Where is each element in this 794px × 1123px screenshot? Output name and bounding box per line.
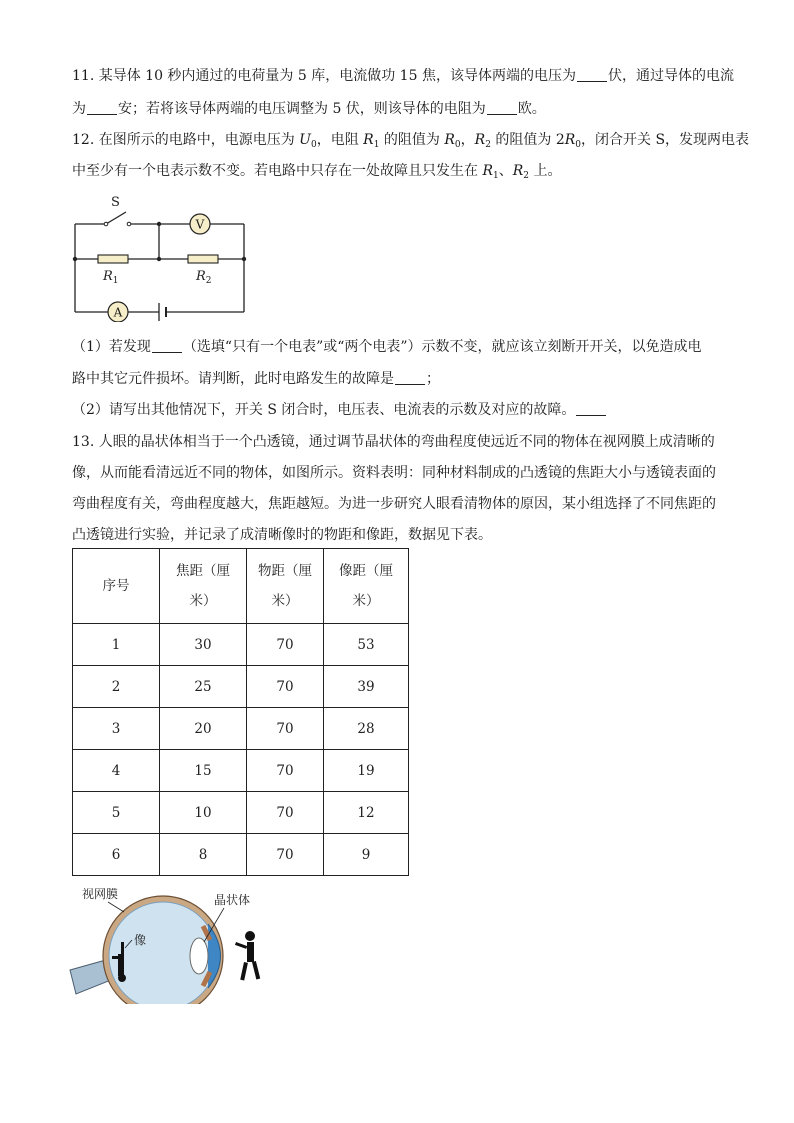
q13-line-3: 弯曲程度有关，弯曲程度越大，焦距越短。为进一步研究人眼看清物体的原因，某小组选择了不同焦距的	[72, 496, 716, 512]
q11-text-2b: 安；若将该导体两端的电压调整为 5 伏，则该导体的电阻为	[118, 101, 486, 117]
table-cell: 9	[324, 834, 409, 876]
r2-label: $R_2$	[196, 269, 212, 286]
table-cell: 70	[247, 624, 324, 666]
table-row	[73, 666, 409, 708]
lens-icon	[190, 938, 208, 974]
q12-text-1f: ，闭合开关 S，发现两电表	[581, 132, 750, 148]
q11-line-1	[72, 66, 734, 86]
lens-label: 晶状体	[214, 893, 251, 907]
table-row	[73, 834, 409, 876]
table-cell: 39	[324, 666, 409, 708]
table-cell: 28	[324, 708, 409, 750]
q13-line-2: 像，从而能看清远近不同的物体，如图所示。资料表明：同种材料制成的凸透镜的焦距大小与透镜表面的	[72, 465, 716, 481]
q13-line-1: 13. 人眼的晶状体相当于一个凸透镜，通过调节晶状体的弯曲程度使远近不同的物体在视网膜上成清晰的	[72, 434, 715, 450]
table-cell: 12	[324, 792, 409, 834]
header-image-distance: 像距（厘 米）	[324, 549, 409, 624]
q12-sub: 0	[575, 140, 582, 150]
person-figure	[235, 931, 260, 980]
table-cell: 15	[160, 750, 247, 792]
q12-part1-text-c: 路中其它元件损坏。请判断，此时电路发生的故障是	[72, 371, 394, 387]
table-cell: 10	[160, 792, 247, 834]
table-cell: 1	[73, 624, 160, 666]
q12-separator: 、	[498, 163, 513, 179]
switch-contact	[104, 222, 108, 226]
table-cell: 70	[247, 666, 324, 708]
q12-text-1c: 的阻值为	[379, 132, 445, 148]
q12-part1-text-b: （选填“只有一个电表”或“两个电表”）示数不变，就应该立刻断开开关，以免造成电	[182, 339, 702, 355]
table-row	[73, 792, 409, 834]
q12-blank-other[interactable]	[576, 401, 606, 416]
q11-line-2	[72, 99, 722, 119]
q12-blank-fault[interactable]	[395, 370, 425, 385]
q12-sub: 1	[493, 171, 499, 181]
q11-blank-resistance[interactable]	[487, 100, 517, 115]
header-object-distance: 物距（厘 米）	[247, 549, 324, 624]
q12-sub: 1	[373, 140, 380, 150]
q11-blank-current[interactable]	[87, 100, 117, 115]
q12-sub: 2	[523, 171, 530, 181]
q12-part1-line-1	[72, 337, 722, 357]
junction-dot	[242, 257, 246, 261]
q12-text-1b: ，电阻	[316, 132, 364, 148]
eye-diagram	[68, 884, 298, 1004]
table-row	[73, 750, 409, 792]
table-cell: 19	[324, 750, 409, 792]
q12-text-1e: 的阻值为 2	[490, 132, 565, 148]
table-row	[73, 708, 409, 750]
q12-symbol-r2b: R	[512, 163, 524, 179]
table-row	[73, 624, 409, 666]
table-cell: 3	[73, 708, 160, 750]
q12-part2-line	[72, 400, 722, 420]
q12-symbol-u: U	[299, 132, 311, 148]
q12-symbol-r1: R	[363, 132, 374, 148]
q11-text-2c: 欧。	[517, 101, 546, 117]
image-label: 像	[134, 933, 147, 947]
switch-contact	[127, 222, 131, 226]
q11-text-1b: 伏，通过导体的电流	[607, 68, 734, 84]
q12-text-2b: 上。	[529, 163, 562, 179]
table-cell: 4	[73, 750, 160, 792]
q12-part1-text-a: （1）若发现	[72, 339, 151, 355]
header-index: 序号	[73, 549, 160, 624]
q12-sub: 0	[454, 140, 461, 150]
table-cell: 5	[73, 792, 160, 834]
q11-text-1a: 11. 某导体 10 秒内通过的电荷量为 5 库，电流做功 15 焦，该导体两端的电压为	[72, 68, 576, 84]
retina-leader	[108, 902, 124, 912]
q11-blank-voltage[interactable]	[577, 67, 607, 82]
q12-text-1d: ，	[460, 132, 475, 148]
q12-symbol-r2: R	[474, 132, 486, 148]
q12-symbol-r0: R	[444, 132, 455, 148]
q12-sub: 2	[485, 140, 491, 150]
resistor-r2	[188, 255, 218, 263]
table-header-row	[73, 549, 409, 624]
q12-text-2a: 中至少有一个电表示数不变。若电路中只存在一处故障且只发生在	[72, 163, 483, 179]
junction-dot	[73, 257, 77, 261]
switch-label: S	[111, 195, 120, 210]
table-cell: 70	[247, 708, 324, 750]
table-cell: 20	[160, 708, 247, 750]
table-cell: 2	[73, 666, 160, 708]
q12-symbol-r0b: R	[564, 132, 576, 148]
retina-label: 视网膜	[82, 887, 119, 901]
table-cell: 70	[247, 792, 324, 834]
table-cell: 70	[247, 834, 324, 876]
table-cell: 30	[160, 624, 247, 666]
q12-symbol-r1b: R	[482, 163, 493, 179]
header-focal-length: 焦距（厘 米）	[160, 549, 247, 624]
table-cell: 53	[324, 624, 409, 666]
q12-sub: 0	[310, 140, 317, 150]
q12-part2-text: （2）请写出其他情况下，开关 S 闭合时，电压表、电流表的示数及对应的故障。	[72, 402, 576, 418]
q11-text-2a: 为	[72, 101, 86, 117]
table-cell: 70	[247, 750, 324, 792]
q12-text-1a: 12. 在图所示的电路中，电源电压为	[72, 132, 300, 148]
circuit-diagram	[66, 190, 256, 322]
resistor-r1	[98, 255, 128, 263]
junction-dot	[157, 222, 161, 226]
q12-line-1	[72, 130, 750, 155]
ammeter-label: A	[113, 305, 123, 320]
q12-part1-line-2	[72, 369, 722, 389]
table-cell: 6	[73, 834, 160, 876]
voltmeter-label: V	[195, 217, 205, 232]
table-cell: 8	[160, 834, 247, 876]
lens-data-table	[72, 548, 409, 876]
table-cell: 25	[160, 666, 247, 708]
r1-label: $R_1$	[103, 269, 119, 286]
q12-part1-text-d: ；	[426, 371, 440, 387]
q12-line-2	[72, 161, 722, 186]
q12-blank-meter[interactable]	[152, 338, 182, 353]
q13-line-4: 凸透镜进行实验，并记录了成清晰像时的物距和像距，数据见下表。	[72, 527, 492, 543]
junction-dot	[157, 257, 161, 261]
